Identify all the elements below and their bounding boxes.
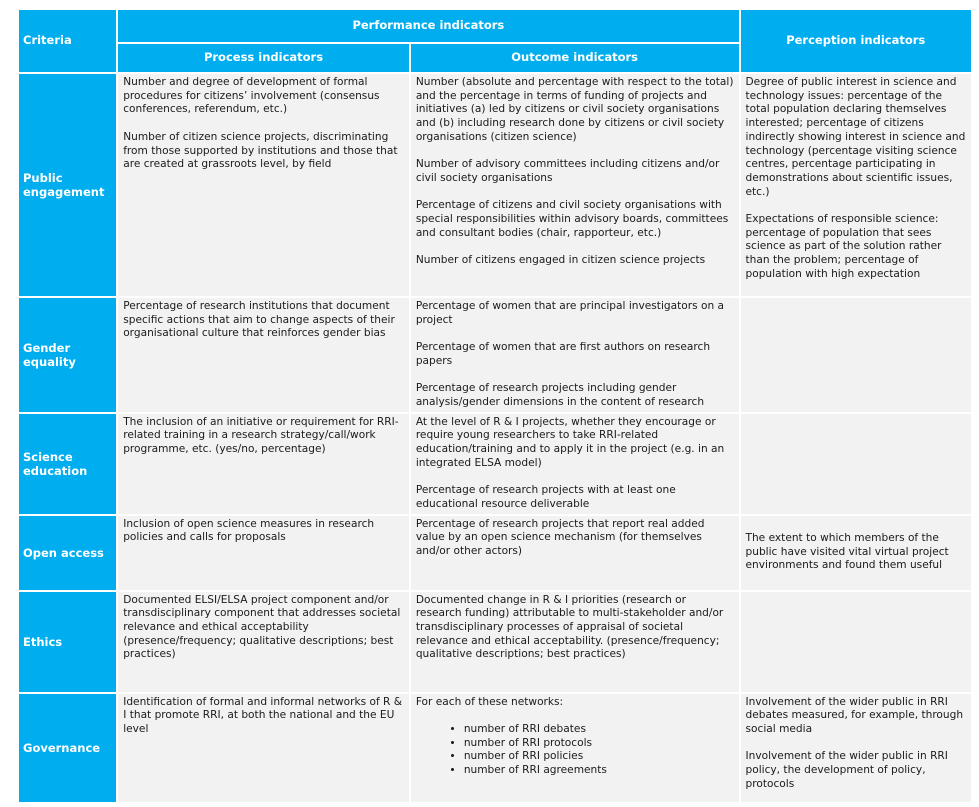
- perception-cell: [741, 516, 972, 590]
- outcome-text: Number of citizens engaged in citizen science projects: [415, 254, 706, 267]
- header-performance: Performance indicators: [118, 10, 738, 42]
- list-item: • number of RRI agreements: [464, 764, 735, 778]
- process-text: Documented ELSI/ELSA project component and/or transdisciplinary component that addresses societal relevance and ethical acceptability (presence/frequency; qualitative descriptions; best practices): [123, 593, 401, 661]
- criteria-cell: Governance: [19, 694, 116, 802]
- outcome-text: Number of advisory committees including citizens and/or civil society organisations: [415, 158, 720, 184]
- perception-cell: [741, 694, 972, 802]
- outcome-text: Percentage of women that are first authors on research papers: [415, 341, 711, 367]
- perception-cell: [741, 414, 972, 514]
- outcome-text: At the level of R & I projects, whether they encourage or require young researchers to take RRI-related education/training and to apply it in the project (e.g. in an integrated ELSA model): [415, 415, 725, 469]
- table-row: [19, 516, 971, 590]
- criteria-cell: Open access: [19, 516, 116, 590]
- outcome-text: Documented change in R & I priorities (research or research funding) attributable to multi-stakeholder and/or transdisciplinary processes of appraisal of societal relevance and ethical acceptability. (presence/frequency; qualitative descriptions; best practices): [415, 593, 724, 661]
- perception-text: Degree of public interest in science and technology issues: percentage of the total population declaring themselves interested; percentage of citizens indirectly showing interest in science and technology (percentage visiting science centres, percentage participating in demonstrations about scientific issues, etc.): [745, 76, 966, 198]
- perception-cell: [741, 592, 972, 692]
- header-perception: Perception indicators: [741, 10, 972, 72]
- process-cell: [118, 298, 409, 412]
- table-row: [19, 414, 971, 514]
- outcome-cell: [411, 592, 739, 692]
- outcome-cell: [411, 516, 739, 590]
- header-outcome: Outcome indicators: [411, 44, 739, 72]
- process-cell: [118, 516, 409, 590]
- process-cell: [118, 414, 409, 514]
- header-process: Process indicators: [118, 44, 409, 72]
- table-row: [19, 298, 971, 412]
- perception-text: The extent to which members of the public have visited vital virtual project environments and found them useful: [745, 531, 949, 572]
- outcome-text: Percentage of research projects with at least one educational resource deliverable: [415, 484, 676, 510]
- process-text: Percentage of research institutions that document specific actions that aim to change aspects of their organisational culture that reinforces gender bias: [123, 300, 395, 340]
- process-cell: [118, 74, 409, 296]
- outcome-text: Percentage of research projects that report real added value by an open science mechanism (for themselves and/or other actors): [415, 517, 705, 557]
- header-criteria: Criteria: [19, 10, 116, 72]
- perception-text: Involvement of the wider public in RRI debates measured, for example, through social media: [745, 695, 964, 735]
- rri-indicators-table: [17, 8, 973, 804]
- process-cell: [118, 592, 409, 692]
- outcome-text: Percentage of women that are principal investigators on a project: [415, 300, 725, 326]
- perception-cell: [741, 298, 972, 412]
- process-text: Number of citizen science projects, discriminating from those supported by institutions and those that are created at grassroots level, by field: [123, 130, 398, 171]
- criteria-cell: Public engagement: [19, 74, 116, 296]
- table-row: [19, 74, 971, 296]
- network-list: [416, 723, 735, 778]
- criteria-cell: Gender equality: [19, 298, 116, 412]
- process-text: Identification of formal and informal networks of R & I that promote RRI, at both the national and the EU level: [123, 695, 403, 735]
- list-item: • number of RRI policies: [464, 750, 735, 764]
- perception-cell: [741, 74, 972, 296]
- criteria-cell: Ethics: [19, 592, 116, 692]
- outcome-cell: [411, 298, 739, 412]
- table-row: [19, 592, 971, 692]
- outcome-text: Number (absolute and percentage with respect to the total) and the percentage in terms of funding of projects and initiatives (a) led by citizens or civil society organisations and (b) including research done by citizens or civil society organisations (citizen science): [415, 76, 734, 143]
- outcome-cell: [411, 694, 739, 802]
- process-text: The inclusion of an initiative or requirement for RRI-related training in a research strategy/call/work programme, etc. (yes/no, percentage): [123, 415, 399, 455]
- list-item: • number of RRI debates: [464, 723, 735, 737]
- process-text: Inclusion of open science measures in research policies and calls for proposals: [123, 517, 375, 544]
- outcome-text: Percentage of research projects including gender analysis/gender dimensions in the content of research: [415, 382, 705, 408]
- outcome-cell: [411, 414, 739, 514]
- outcome-cell: [411, 74, 739, 296]
- perception-text: Expectations of responsible science: percentage of population that sees science as part of the solution rather than the problem; percentage of population with high expectation: [745, 213, 942, 280]
- outcome-text: For each of these networks:: [415, 695, 564, 708]
- outcome-text: Percentage of citizens and civil society organisations with special responsibilities within advisory boards, committees and consultant bodies (chair, rapporteur, etc.): [415, 199, 729, 239]
- process-cell: [118, 694, 409, 802]
- criteria-cell: Science education: [19, 414, 116, 514]
- perception-text: Involvement of the wider public in RRI policy, the development of policy, protocols: [745, 750, 948, 790]
- table-row: [19, 694, 971, 802]
- list-item: • number of RRI protocols: [464, 737, 735, 751]
- process-text: Number and degree of development of formal procedures for citizens’ involvement (consensus conferences, referendum, etc.): [123, 76, 380, 116]
